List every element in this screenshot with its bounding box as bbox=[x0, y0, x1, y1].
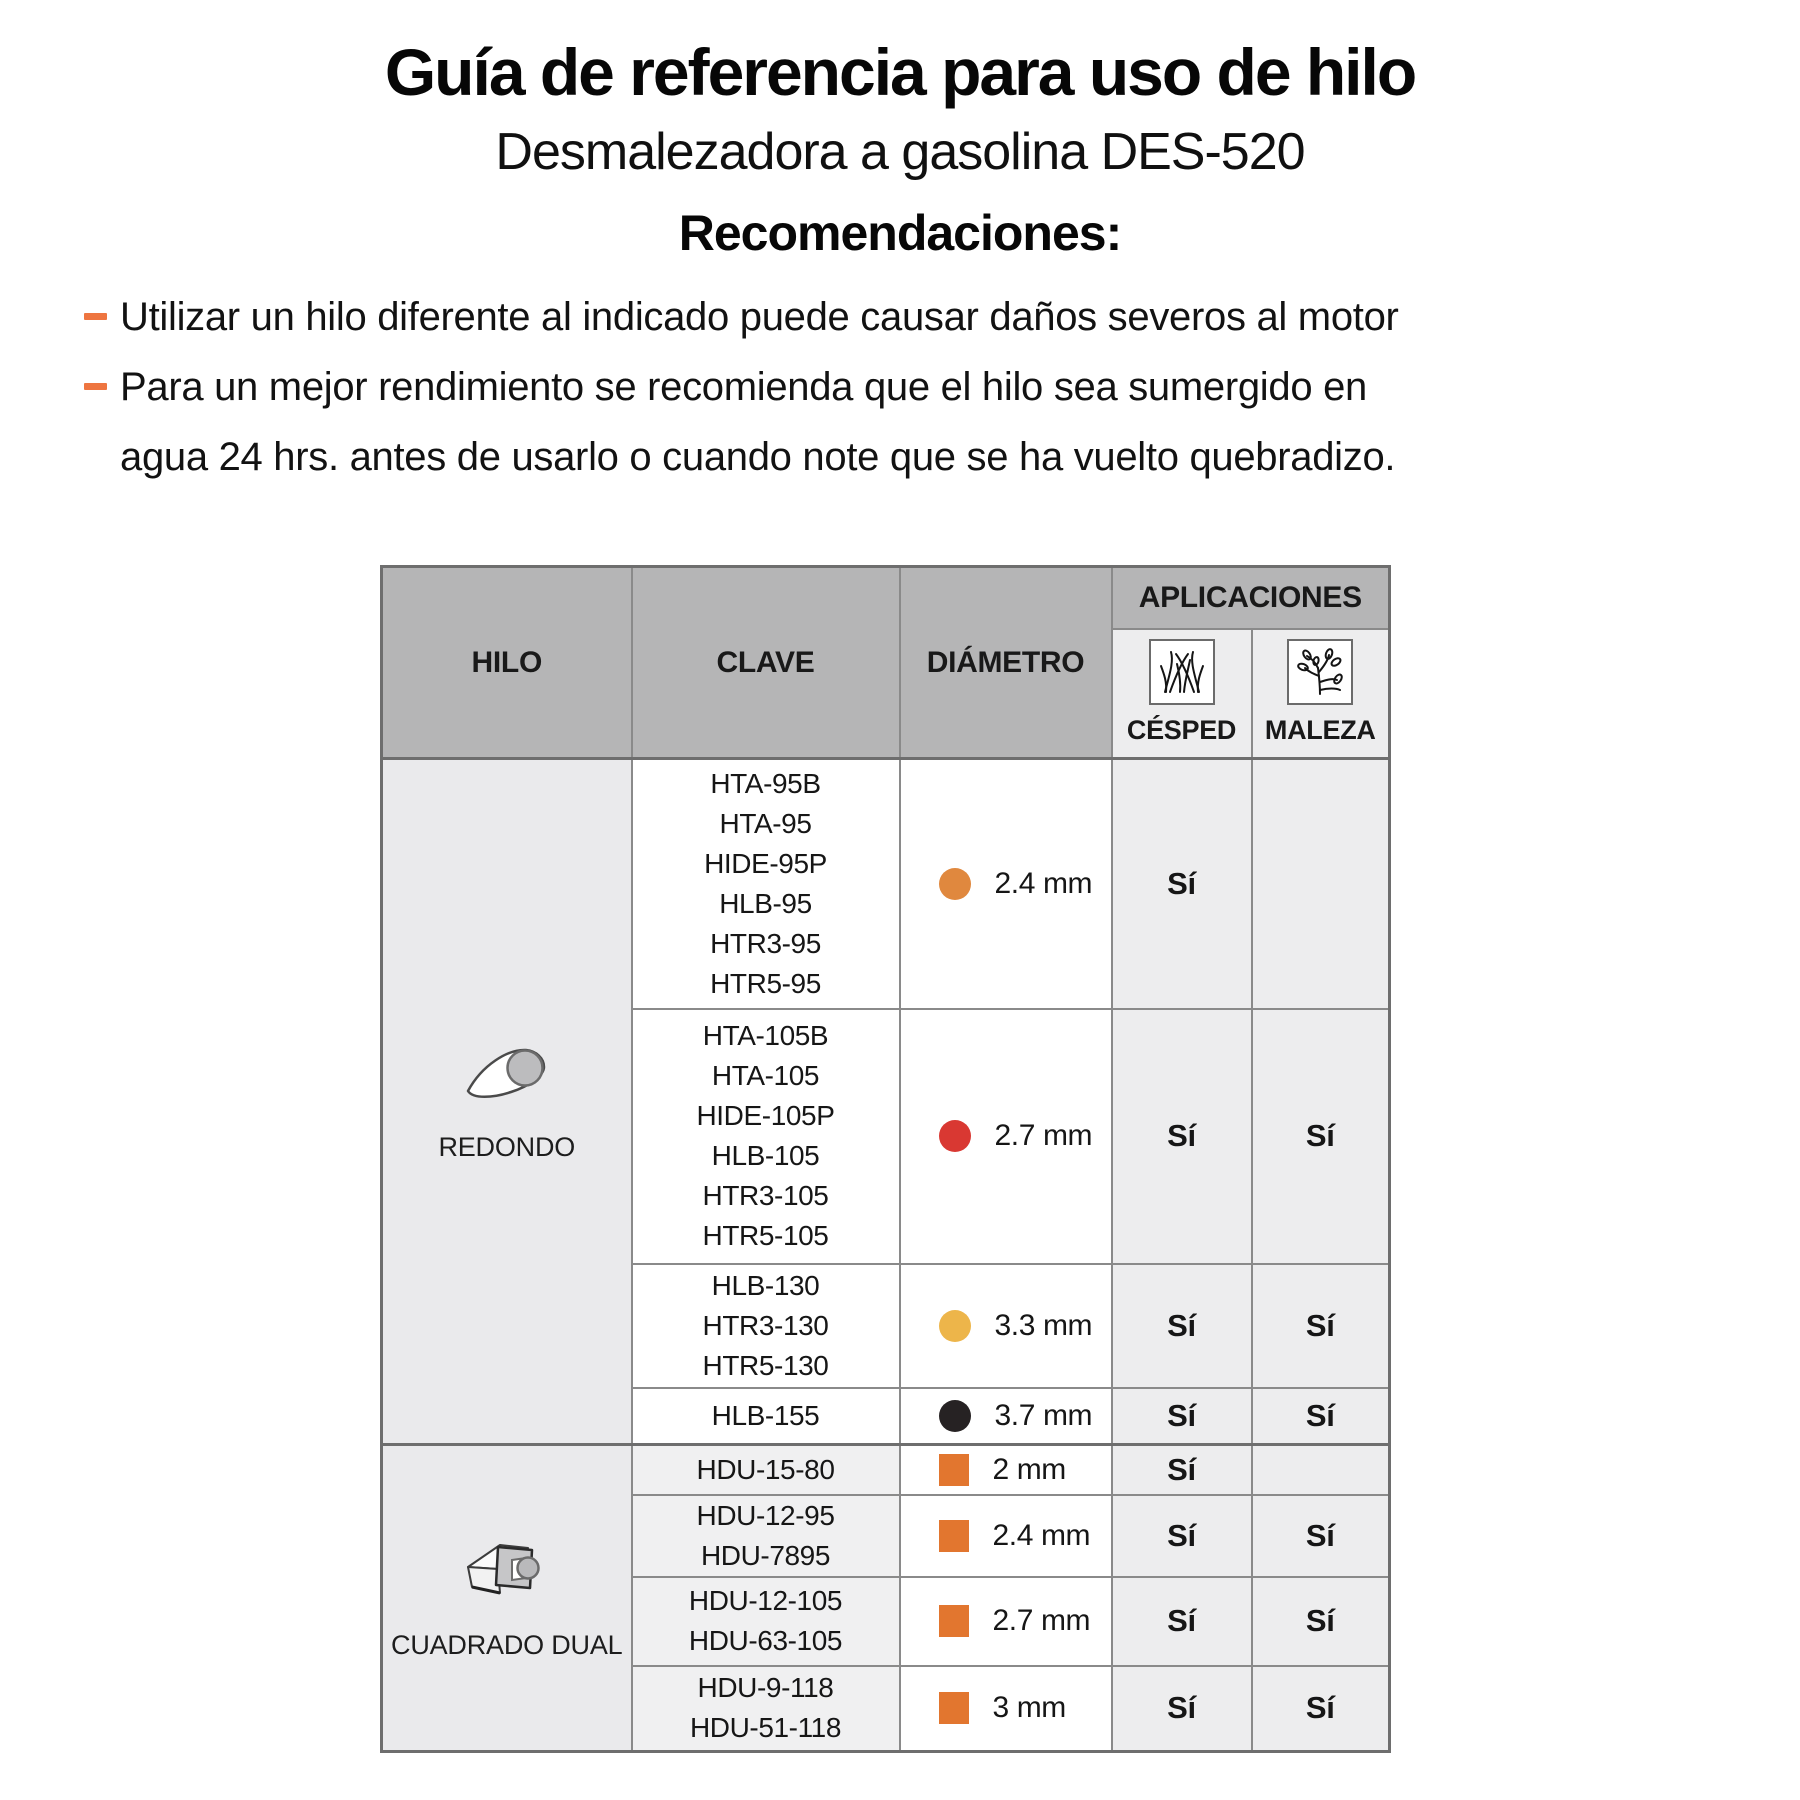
code: HDU-12-105 bbox=[688, 1585, 843, 1616]
code: HTR5-130 bbox=[702, 1349, 829, 1381]
code: HLB-130 bbox=[711, 1269, 820, 1301]
clave-cell bbox=[632, 1666, 900, 1752]
recommendation-item bbox=[84, 352, 1664, 492]
table-row bbox=[382, 1445, 1390, 1495]
hilo-group-label: CUADRADO DUAL bbox=[391, 1630, 623, 1660]
bullet-dash-icon bbox=[84, 383, 107, 390]
header-cell-hilo: HILO bbox=[382, 567, 632, 759]
code: HLB-95 bbox=[719, 887, 812, 919]
diametro-cell bbox=[900, 1445, 1112, 1495]
bullet-dash-icon bbox=[84, 313, 107, 320]
page-title: Guía de referencia para uso de hilo bbox=[384, 35, 1416, 109]
code: HTR3-95 bbox=[710, 927, 821, 959]
recommendation-text: Utilizar un hilo diferente al indicado puede causar daños severos al motor bbox=[120, 295, 1399, 339]
maleza-value bbox=[1252, 759, 1390, 1009]
code: HLB-155 bbox=[711, 1399, 820, 1431]
diameter-dot bbox=[939, 1400, 971, 1432]
maleza-value: Sí bbox=[1252, 1388, 1390, 1445]
cesped-value: Sí bbox=[1112, 1388, 1252, 1445]
diametro-cell bbox=[900, 1495, 1112, 1577]
clave-cell bbox=[632, 1495, 900, 1577]
recommendation-text: agua 24 hrs. antes de usarlo o cuando note que se ha vuelto quebradizo. bbox=[120, 435, 1396, 479]
diameter-value: 3 mm bbox=[992, 1691, 1066, 1725]
code: HTA-95 bbox=[719, 807, 812, 839]
cesped-value: Sí bbox=[1112, 1495, 1252, 1577]
diameter-value: 3.7 mm bbox=[994, 1398, 1093, 1432]
diameter-value: 2 mm bbox=[992, 1452, 1066, 1486]
table-row bbox=[382, 759, 1390, 1009]
code: HTR3-130 bbox=[702, 1309, 829, 1341]
maleza-value: Sí bbox=[1252, 1009, 1390, 1264]
code: HDU-63-105 bbox=[688, 1625, 843, 1656]
clave-cell bbox=[632, 1577, 900, 1666]
maleza-value: Sí bbox=[1252, 1577, 1390, 1666]
page-subtitle: Desmalezadora a gasolina DES-520 bbox=[495, 123, 1305, 181]
header-cell-aplicaciones: APLICACIONES bbox=[1112, 567, 1390, 629]
clave-cell bbox=[632, 1264, 900, 1388]
code: HDU-15-80 bbox=[696, 1453, 835, 1485]
maleza-value: Sí bbox=[1252, 1264, 1390, 1388]
diameter-value: 2.4 mm bbox=[994, 866, 1093, 900]
code: HDU-12-95 bbox=[696, 1499, 835, 1531]
code: HTR5-105 bbox=[702, 1220, 829, 1251]
cesped-value: Sí bbox=[1112, 759, 1252, 1009]
diameter-value: 2.7 mm bbox=[994, 1119, 1093, 1152]
code: HTA-105B bbox=[702, 1020, 829, 1051]
code: HIDE-95P bbox=[704, 847, 827, 879]
square-dual-line-icon bbox=[462, 1535, 552, 1606]
clave-cell bbox=[632, 759, 900, 1009]
code: HTA-95B bbox=[710, 767, 821, 799]
diametro-cell bbox=[900, 759, 1112, 1009]
code: HIDE-105P bbox=[696, 1100, 835, 1131]
cesped-value: Sí bbox=[1112, 1264, 1252, 1388]
line-reference-table bbox=[380, 565, 1391, 1753]
code: HTA-105 bbox=[711, 1060, 820, 1091]
maleza-value: Sí bbox=[1252, 1495, 1390, 1577]
code: HDU-51-118 bbox=[689, 1712, 842, 1744]
recommendation-item bbox=[84, 282, 1664, 352]
header-cell-diametro: DIÁMETRO bbox=[900, 567, 1112, 759]
code: HTR3-105 bbox=[702, 1180, 829, 1211]
recommendation-text: Para un mejor rendimiento se recomienda que el hilo sea sumergido en bbox=[120, 365, 1367, 409]
subheader-cell-maleza bbox=[1252, 629, 1390, 759]
cesped-value: Sí bbox=[1112, 1577, 1252, 1666]
diameter-dot bbox=[939, 868, 971, 900]
diametro-cell bbox=[900, 1009, 1112, 1264]
diameter-dot bbox=[939, 1310, 971, 1342]
cesped-value: Sí bbox=[1112, 1009, 1252, 1264]
diameter-square bbox=[939, 1520, 969, 1552]
code: HDU-7895 bbox=[700, 1539, 831, 1571]
subheader-cell-cesped bbox=[1112, 629, 1252, 759]
clave-cell bbox=[632, 1009, 900, 1264]
code: HLB-105 bbox=[711, 1140, 820, 1171]
clave-cell bbox=[632, 1388, 900, 1445]
maleza-value bbox=[1252, 1445, 1390, 1495]
clave-cell bbox=[632, 1445, 900, 1495]
diametro-cell bbox=[900, 1388, 1112, 1445]
cesped-value: Sí bbox=[1112, 1445, 1252, 1495]
diameter-square bbox=[939, 1605, 969, 1637]
hilo-group-cuadrado-dual bbox=[382, 1445, 632, 1752]
maleza-value: Sí bbox=[1252, 1666, 1390, 1752]
diameter-square bbox=[939, 1692, 969, 1724]
cesped-label: CÉSPED bbox=[1126, 715, 1237, 746]
diametro-cell bbox=[900, 1264, 1112, 1388]
hilo-group-redondo bbox=[382, 759, 632, 1445]
recommendations-list bbox=[84, 282, 1664, 492]
diameter-square bbox=[939, 1454, 969, 1486]
cesped-value: Sí bbox=[1112, 1666, 1252, 1752]
code: HTR5-95 bbox=[710, 967, 821, 999]
maleza-label: MALEZA bbox=[1264, 715, 1376, 746]
header-cell-clave: CLAVE bbox=[632, 567, 900, 759]
hilo-group-label: REDONDO bbox=[438, 1131, 576, 1162]
diameter-dot bbox=[939, 1120, 971, 1152]
grass-icon bbox=[1149, 639, 1215, 705]
code: HDU-9-118 bbox=[697, 1672, 834, 1704]
diameter-value: 2.4 mm bbox=[992, 1518, 1091, 1552]
diameter-value: 3.3 mm bbox=[994, 1308, 1093, 1342]
diameter-value: 2.7 mm bbox=[992, 1604, 1091, 1637]
diametro-cell bbox=[900, 1577, 1112, 1666]
weed-icon bbox=[1287, 639, 1353, 705]
diametro-cell bbox=[900, 1666, 1112, 1752]
recommendations-heading: Recomendaciones: bbox=[678, 205, 1122, 261]
round-line-icon bbox=[464, 1041, 550, 1108]
